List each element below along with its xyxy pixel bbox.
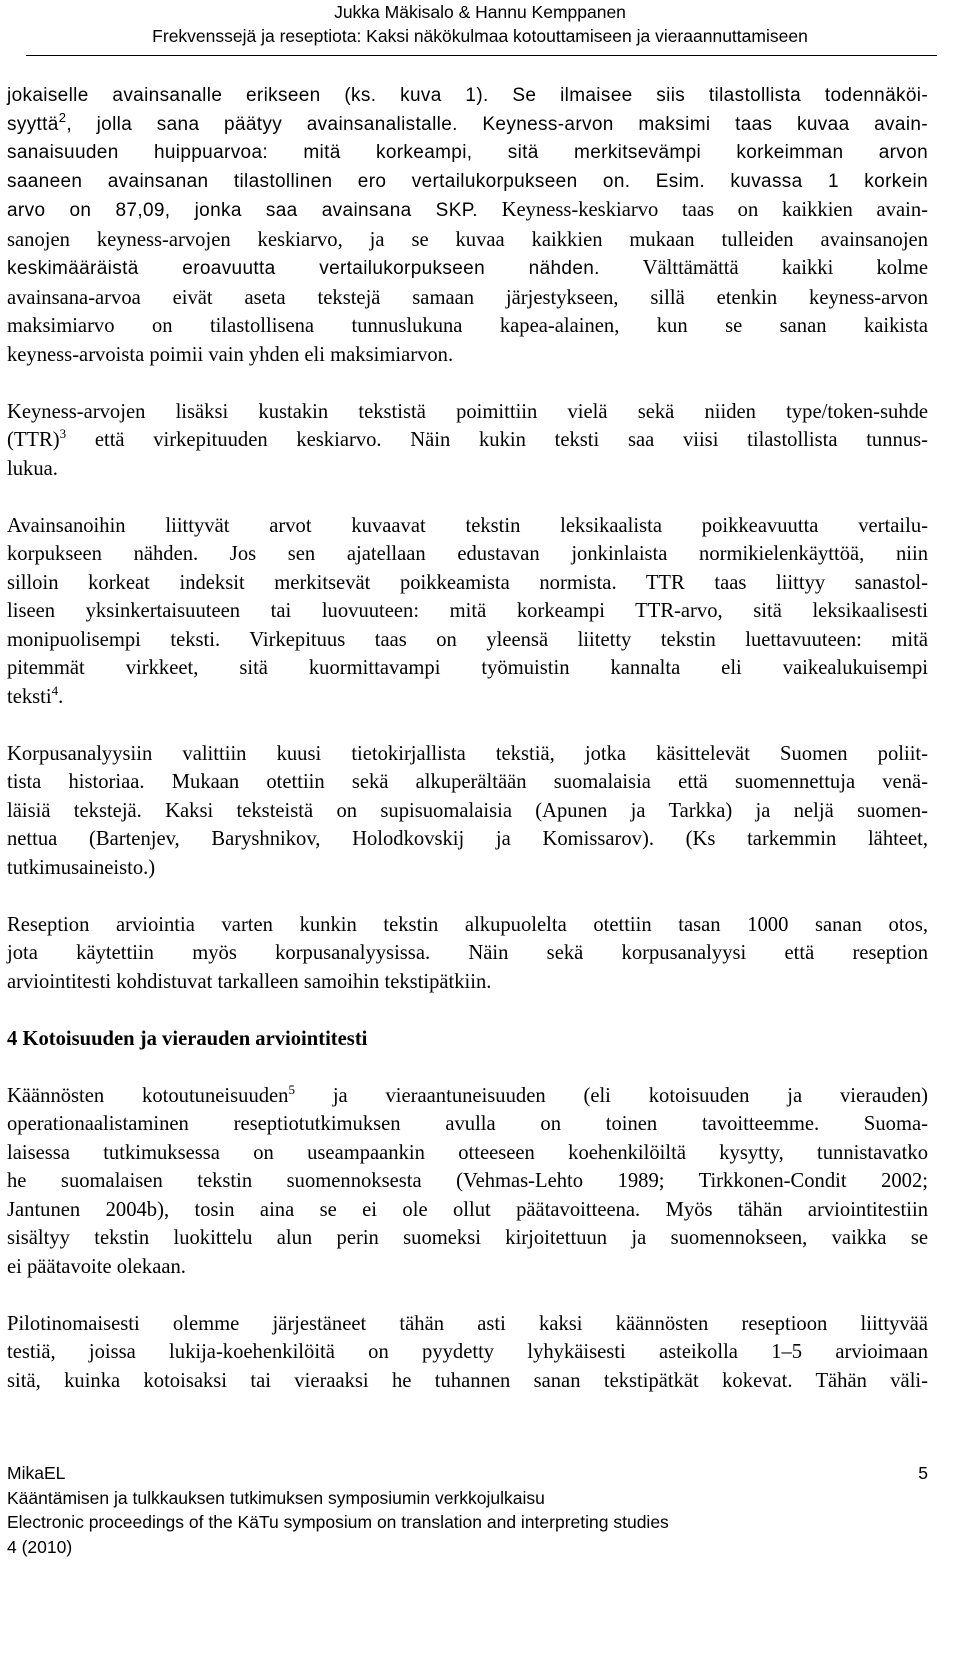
text-line: syyttä$^2$, jolla sana päätyy avainsanalistalle. Keyness-arvon maksimi taas kuvaa avain- xyxy=(7,109,928,135)
footnote-ref-2: 2 xyxy=(58,109,67,125)
text-line: Reseption arviointia varten kunkin tekstin alkupuolelta otettiin tasan 1000 sanan otos, xyxy=(7,913,928,936)
footer-line-fi: Kääntämisen ja tulkkauksen tutkimuksen symposiumin verkkojulkaisu xyxy=(7,1487,545,1508)
text-line: Pilotinomaisesti olemme järjestäneet tähän asti kaksi käännösten reseptioon liittyvää xyxy=(7,1312,928,1335)
text-line: arvo on 87,09, jonka saa avainsana SKP. Keyness-keskiarvo taas on kaikkien avain- xyxy=(7,199,928,221)
text-line: maksimiarvo on tilastollisena tunnuslukuna kapea-alainen, kun se sanan kaikista xyxy=(7,315,928,337)
footer-top-row xyxy=(7,1461,928,1486)
text-line: sitä, kuinka kotoisaksi tai vieraaksi he tuhannen sanan tekstipätkät kokevat. Tähän väli- xyxy=(7,1369,928,1392)
text-line: Jantunen 2004b), tosin aina se ei ole ollut päätavoitteena. Myös tähän arviointitestiin xyxy=(7,1198,928,1221)
paragraph-ttr xyxy=(7,398,928,484)
text-line: teksti$^4$. xyxy=(7,682,64,708)
text-line: läisiä tekstejä. Kaksi teksteistä on supisuomalaisia (Apunen ja Tarkka) ja neljä suomen- xyxy=(7,799,928,822)
paragraph-interpretation xyxy=(7,512,928,712)
text-line: sanojen keyness-arvojen keskiarvo, ja se kuvaa kaikkien mukaan tulleiden avainsanojen xyxy=(7,228,928,251)
footnote-ref-5: 5 xyxy=(288,1081,295,1097)
paragraph-corpus xyxy=(7,740,928,883)
text-line: liseen yksinkertaisuuteen tai luovuuteen: mitä korkeampi TTR-arvo, sitä leksikaalisesti xyxy=(7,600,928,622)
text-line: korpukseen nähden. Jos sen ajatellaan edustavan jonkinlaista normikielenkäyttöä, niin xyxy=(7,543,928,565)
paragraph-pilot xyxy=(7,1310,928,1396)
text-line: Avainsanoihin liittyvät arvot kuvaavat tekstin leksikaalista poikkeavuutta vertailu- xyxy=(7,514,928,537)
footer-issue: 4 (2010) xyxy=(7,1536,73,1557)
text-line: avainsana-arvoa eivät aseta tekstejä samaan järjestykseen, sillä etenkin keyness-arvon xyxy=(7,286,928,309)
text-line: laisessa tutkimuksessa on useampaankin otteeseen koehenkilöiltä kysytty, tunnistavatko xyxy=(7,1141,928,1164)
page-footer xyxy=(7,1461,928,1559)
text-line: lukua. xyxy=(7,457,58,480)
text-line: jokaiselle avainsanalle erikseen (ks. kuva 1). Se ilmaisee siis tilastollista todennäköi- xyxy=(7,85,928,106)
text-line: (TTR)$^3$ että virkepituuden keskiarvo. Näin kukin teksti saa viisi tilastollista tunnus- xyxy=(7,426,928,451)
text-line: jota käytettiin myös korpusanalyysissa. Näin sekä korpusanalyysi että reseption xyxy=(7,942,928,964)
footnote-ref-4: 4 xyxy=(51,682,59,698)
text-line: Käännösten kotoutuneisuuden$^5$ ja vieraantuneisuuden (eli kotoisuuden ja vierauden) xyxy=(7,1081,928,1107)
text-line: nettua (Bartenjev, Baryshnikov, Holodkovskij ja Komissarov). (Ks tarkemmin lähteet, xyxy=(7,828,928,850)
text-line: pitemmät virkkeet, sitä kuormittavampi työmuistin kannalta eli vaikealukuisempi xyxy=(7,657,928,679)
text-line: keskimääräistä eroavuutta vertailukorpukseen nähden. Välttämättä kaikki kolme xyxy=(7,257,928,279)
text-line: tista historiaa. Mukaan otettiin sekä alkuperältään suomalaisia että suomennettuja venä- xyxy=(7,771,928,793)
text-line: keyness-arvoista poimii vain yhden eli maksimiarvon. xyxy=(7,343,454,366)
body-text xyxy=(7,82,928,1424)
text-line: ei päätavoite olekaan. xyxy=(7,1255,186,1278)
paragraph-keyness-values xyxy=(7,82,928,369)
footnote-ref-3: 3 xyxy=(59,426,67,441)
paragraph-domestication xyxy=(7,1082,928,1282)
text-line: silloin korkeat indeksit merkitsevät poikkeamista normista. TTR taas liittyy sanastol- xyxy=(7,571,928,594)
footer-journal: MikaEL xyxy=(7,1463,66,1483)
section-heading: 4 Kotoisuuden ja vierauden arviointitesti xyxy=(7,1027,368,1050)
header-divider xyxy=(26,55,937,56)
text-line: Keyness-arvojen lisäksi kustakin tekstistä poimittiin vielä sekä niiden type/token-suhde xyxy=(7,400,928,423)
text-line: monipuolisempi teksti. Virkepituus taas on yleensä liitetty tekstin luettavuuteen: mitä xyxy=(7,628,928,651)
text-line: tutkimusaineisto.) xyxy=(7,856,156,879)
running-header xyxy=(0,0,960,48)
text-line: saaneen avainsanan tilastollinen ero vertailukorpukseen on. Esim. kuvassa 1 korkein xyxy=(7,170,928,192)
header-title: Frekvenssejä ja reseptiota: Kaksi näkökulmaa kotouttamiseen ja vieraannuttamiseen xyxy=(152,26,808,46)
text-line: operationaalistaminen reseptiotutkimuksen avulla on toinen tavoitteemme. Suoma- xyxy=(7,1113,928,1135)
paragraph-reception-sample xyxy=(7,911,928,997)
text-line: sisältyy tekstin luokittelu alun perin suomeksi kirjoitettuun ja suomennokseen, vaikka se xyxy=(7,1227,928,1249)
text-line: sanaisuuden huippuarvoa: mitä korkeampi, sitä merkitsevämpi korkeimman arvon xyxy=(7,142,928,163)
text-line: testiä, joissa lukija-koehenkilöitä on pyydetty lyhykäisesti asteikolla 1–5 arvioimaan xyxy=(7,1341,928,1363)
header-authors: Jukka Mäkisalo & Hannu Kemppanen xyxy=(334,2,626,22)
text-line: Korpusanalyysiin valittiin kuusi tietokirjallista tekstiä, jotka käsittelevät Suomen poliit- xyxy=(7,742,928,765)
text-line: arviointitesti kohdistuvat tarkalleen samoihin tekstipätkiin. xyxy=(7,970,492,993)
page-number: 5 xyxy=(918,1463,928,1483)
footer-line-en: Electronic proceedings of the KäTu symposium on translation and interpreting studies xyxy=(7,1512,669,1532)
text-line: he suomalaisen tekstin suomennoksesta (Vehmas-Lehto 1989; Tirkkonen-Condit 2002; xyxy=(7,1170,928,1192)
